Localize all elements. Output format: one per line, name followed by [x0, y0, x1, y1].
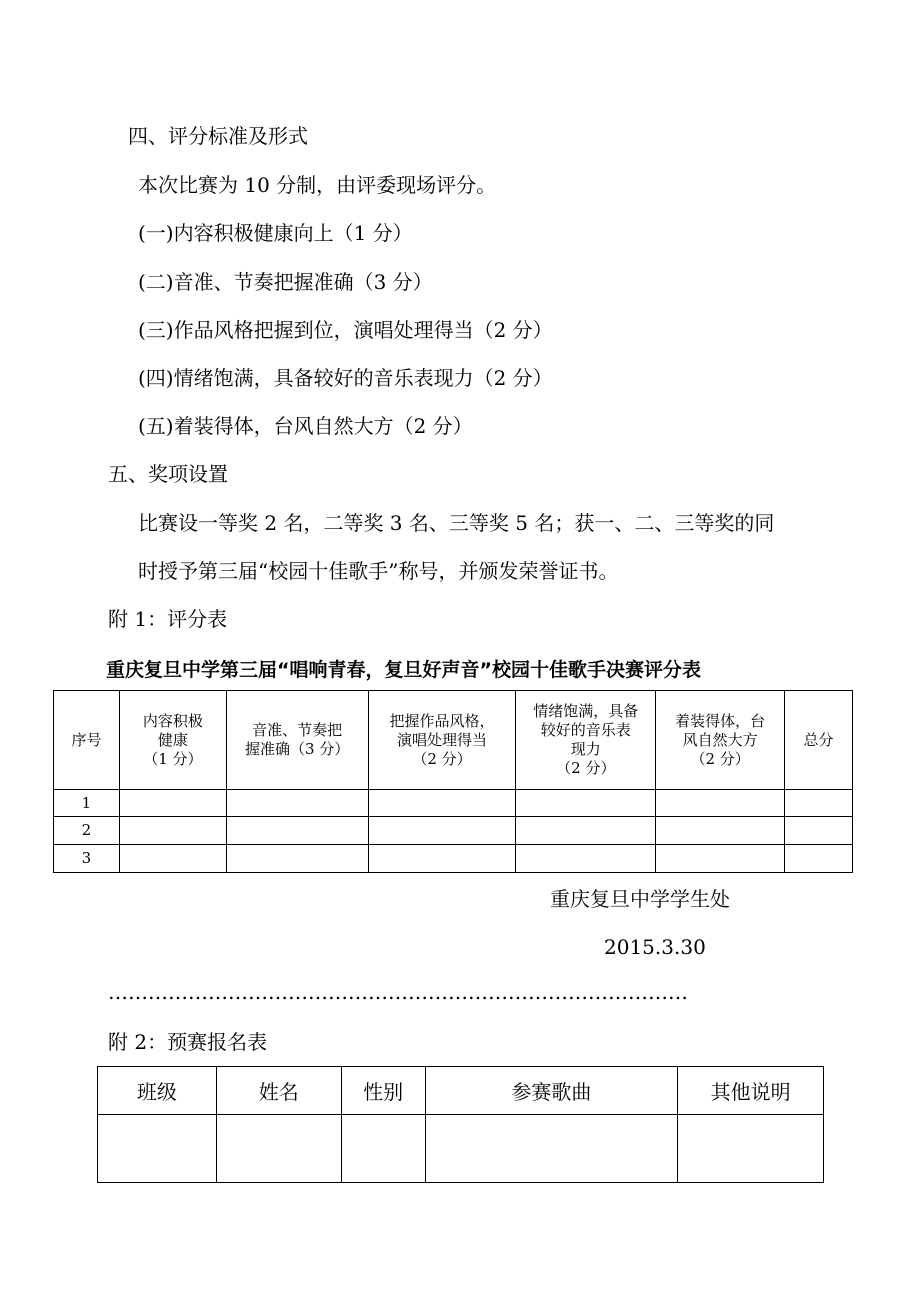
signature-date: 2015.3.30: [604, 935, 706, 959]
dotted-separator: ……………………………………………………………………………: [108, 980, 688, 1004]
header-pitch-rhythm: 音准、节奏把 握准确（3 分）: [226, 691, 368, 790]
score-table-header-row: [54, 691, 853, 790]
section5-line2: 时授予第三届“校园十佳歌手”称号，并颁发荣誉证书。: [138, 559, 619, 583]
score-cell[interactable]: [656, 817, 785, 845]
table-row: [54, 790, 853, 817]
score-cell[interactable]: [226, 817, 368, 845]
signature-org: 重庆复旦中学学生处: [550, 887, 730, 911]
score-cell[interactable]: [119, 845, 226, 873]
score-cell[interactable]: [785, 817, 853, 845]
row-number: 3: [54, 845, 120, 873]
criterion-1: (一)内容积极健康向上（1 分）: [138, 221, 413, 245]
header-notes: 其他说明: [678, 1067, 824, 1115]
registration-header-row: [98, 1067, 824, 1115]
entry-cell[interactable]: [216, 1115, 341, 1183]
criterion-3: (三)作品风格把握到位，演唱处理得当（2 分）: [138, 318, 553, 342]
header-no: 序号: [54, 691, 120, 790]
score-cell[interactable]: [785, 790, 853, 817]
table-row: [54, 845, 853, 873]
score-cell[interactable]: [516, 845, 656, 873]
section5-heading: 五、奖项设置: [108, 462, 228, 486]
row-number: 2: [54, 817, 120, 845]
header-style: 把握作品风格， 演唱处理得当 （2 分）: [368, 691, 516, 790]
score-cell[interactable]: [226, 845, 368, 873]
score-cell[interactable]: [119, 817, 226, 845]
score-cell[interactable]: [516, 817, 656, 845]
score-table: [53, 690, 853, 873]
criterion-4: (四)情绪饱满，具备较好的音乐表现力（2 分）: [138, 366, 553, 390]
entry-cell[interactable]: [98, 1115, 217, 1183]
criterion-2: (二)音准、节奏把握准确（3 分）: [138, 270, 433, 294]
score-cell[interactable]: [785, 845, 853, 873]
criterion-5: (五)着装得体，台风自然大方（2 分）: [138, 414, 473, 438]
table-row: [98, 1115, 824, 1183]
score-cell[interactable]: [656, 790, 785, 817]
section4-heading: 四、评分标准及形式: [128, 124, 308, 148]
header-gender: 性别: [341, 1067, 425, 1115]
entry-cell[interactable]: [678, 1115, 824, 1183]
section4-intro: 本次比赛为 10 分制，由评委现场评分。: [138, 173, 497, 197]
header-expression: 情绪饱满，具备 较好的音乐表 现力 （2 分）: [516, 691, 656, 790]
header-class: 班级: [98, 1067, 217, 1115]
header-total: 总分: [785, 691, 853, 790]
row-number: 1: [54, 790, 120, 817]
section5-line1: 比赛设一等奖 2 名，二等奖 3 名、三等奖 5 名；获一、二、三等奖的同: [138, 511, 775, 535]
header-name: 姓名: [216, 1067, 341, 1115]
score-cell[interactable]: [368, 845, 516, 873]
header-content: 内容积极 健康 （1 分）: [119, 691, 226, 790]
entry-cell[interactable]: [341, 1115, 425, 1183]
score-cell[interactable]: [368, 790, 516, 817]
header-appearance: 着装得体，台 风自然大方 （2 分）: [656, 691, 785, 790]
score-cell[interactable]: [516, 790, 656, 817]
appendix2-label: 附 2：预赛报名表: [108, 1030, 268, 1054]
score-cell[interactable]: [368, 817, 516, 845]
appendix1-label: 附 1：评分表: [108, 607, 228, 631]
header-song: 参赛歌曲: [425, 1067, 678, 1115]
score-cell[interactable]: [119, 790, 226, 817]
registration-table: [97, 1066, 824, 1183]
score-cell[interactable]: [226, 790, 368, 817]
table-row: [54, 817, 853, 845]
score-table-title: 重庆复旦中学第三届“唱响青春，复旦好声音”校园十佳歌手决赛评分表: [106, 659, 701, 681]
entry-cell[interactable]: [425, 1115, 678, 1183]
score-cell[interactable]: [656, 845, 785, 873]
